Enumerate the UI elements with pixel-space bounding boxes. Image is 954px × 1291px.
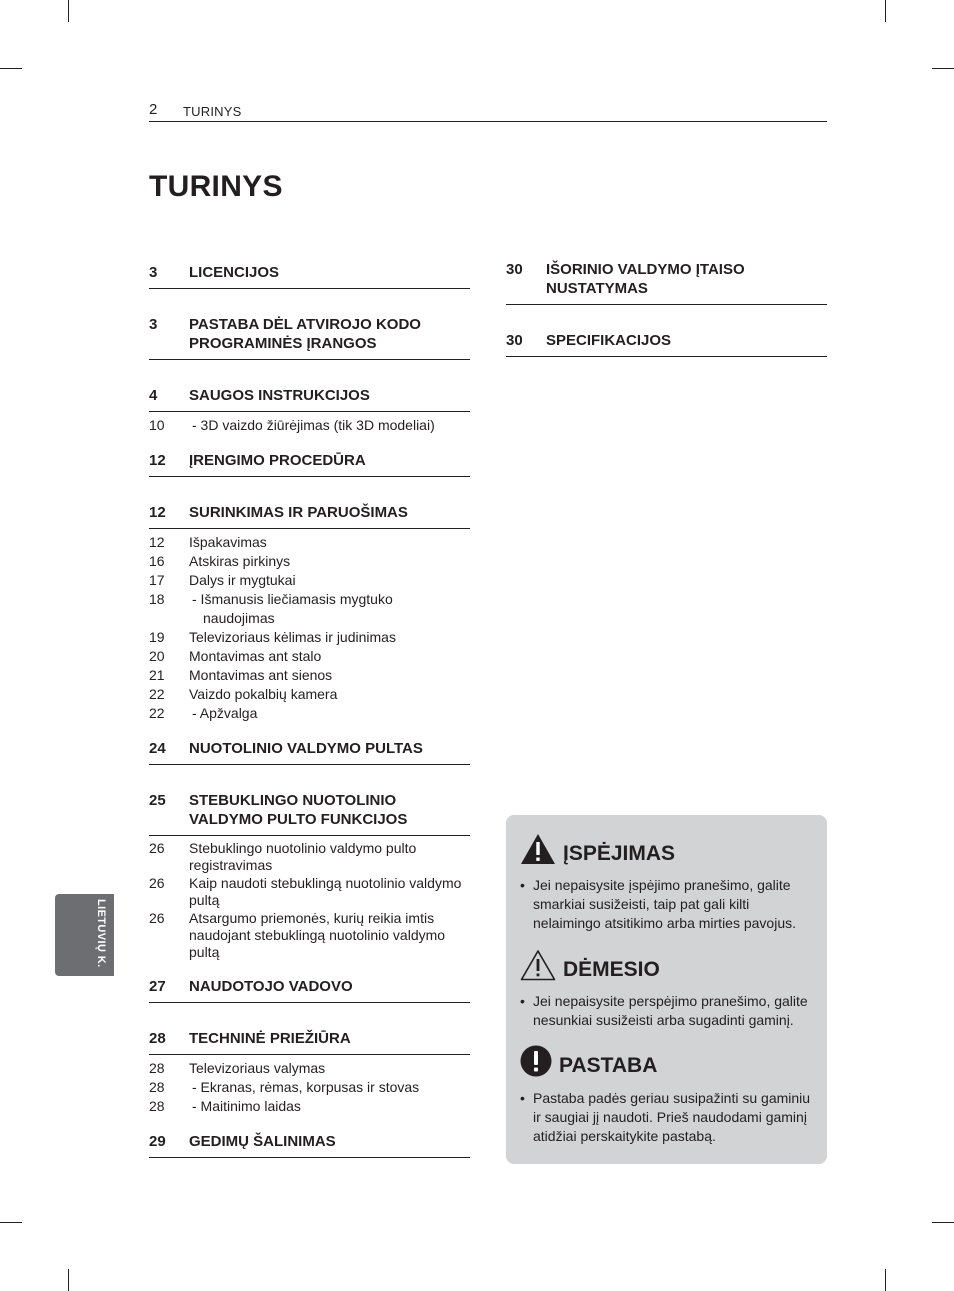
toc-section	[149, 386, 470, 412]
toc-subsection	[149, 647, 470, 666]
toc-subsection-list	[149, 1059, 470, 1116]
toc-subsection-text: Dalys ir mygtukai	[189, 572, 296, 588]
warning-header	[520, 833, 675, 865]
toc-section	[506, 331, 827, 357]
warning-triangle-icon	[520, 833, 556, 865]
toc-subsection	[149, 704, 470, 723]
toc-section	[506, 260, 827, 305]
toc-subsection-text: Atsargumo priemonės, kurių reikia imtis naudojant stebuklingą nuotolinio valdymo pultą	[189, 910, 446, 960]
bullet: •	[520, 877, 525, 893]
toc-section-page: 3	[149, 264, 158, 281]
toc-subsection-page: 26	[149, 910, 165, 926]
toc-section	[149, 977, 470, 1003]
toc-subsection-list	[149, 416, 470, 435]
toc-subsection-page: 28	[149, 1060, 165, 1076]
toc-subsection-text: - 3D vaizdo žiūrėjimas (tik 3D modeliai)	[192, 417, 435, 433]
toc-subsection-list	[149, 840, 470, 961]
toc-section-title: PASTABA DĖL ATVIROJO KODO PROGRAMINĖS ĮRANGOS	[189, 316, 421, 352]
toc-subsection	[149, 685, 470, 704]
toc-section-title: NUOTOLINIO VALDYMO PULTAS	[189, 740, 423, 757]
toc-section	[149, 739, 470, 765]
caution-header	[520, 949, 660, 981]
caution-text: Jei nepaisysite perspėjimo pranešimo, galite nesunkiai susižeisti arba sugadinti gaminį.	[533, 993, 808, 1028]
toc-subsection-text-wrap	[189, 685, 470, 704]
toc-subsection-page: 17	[149, 572, 165, 588]
toc-subsection-text: Televizoriaus valymas	[189, 1060, 326, 1076]
toc-section-page: 12	[149, 504, 166, 521]
toc-section-title: STEBUKLINGO NUOTOLINIO VALDYMO PULTO FUNKCIJOS	[189, 792, 408, 828]
bullet: •	[520, 1090, 525, 1106]
toc-subsection-text: Išpakavimas	[189, 534, 267, 550]
toc-subsection	[149, 840, 470, 874]
note-title: PASTABA	[559, 1054, 658, 1077]
toc-section-page: 3	[149, 316, 158, 333]
toc-section	[149, 315, 470, 360]
crop-mark	[932, 68, 954, 69]
crop-mark	[68, 1269, 69, 1291]
toc-section-page: 29	[149, 1133, 166, 1150]
header-section: TURINYS	[183, 104, 242, 119]
crop-mark	[0, 68, 22, 69]
toc-section	[149, 503, 470, 529]
toc-subsection-text: Televizoriaus kėlimas ir judinimas	[189, 629, 396, 645]
toc-subsection-text-wrap	[189, 533, 470, 552]
toc-section-page: 27	[149, 978, 166, 995]
toc-subsection	[149, 628, 470, 647]
toc-subsection-text-wrap	[189, 647, 470, 666]
toc-subsection	[149, 533, 470, 552]
toc-subsection	[149, 666, 470, 685]
crop-mark	[885, 0, 886, 22]
toc-subsection-page: 26	[149, 875, 165, 891]
toc-subsection-page: 16	[149, 553, 165, 569]
toc-subsection-text: Montavimas ant sienos	[189, 667, 333, 683]
crop-mark	[68, 0, 69, 22]
warning-text: Jei nepaisysite įspėjimo pranešimo, galite smarkiai susižeisti, taip pat gali kilti nelaimingo atsitikimo arba mirties pavojus.	[533, 877, 796, 931]
toc-section-title: LICENCIJOS	[189, 264, 280, 281]
toc-subsection	[149, 875, 470, 909]
toc-subsection-page: 19	[149, 629, 165, 645]
toc-section-page: 12	[149, 452, 166, 469]
toc-subsection-page: 22	[149, 705, 165, 721]
toc-subsection-text-wrap	[189, 1059, 470, 1078]
caution-item	[520, 992, 820, 1030]
toc-subsection-text: Kaip naudoti stebuklingą nuotolinio valdymo pultą	[189, 875, 462, 908]
page-number: 2	[149, 101, 158, 118]
toc-section-title: SPECIFIKACIJOS	[546, 332, 672, 349]
toc-section	[149, 451, 470, 477]
toc-subsection-text: - Ekranas, rėmas, korpusas ir stovas	[192, 1079, 420, 1095]
toc-subsection-text: Stebuklingo nuotolinio valdymo pulto registravimas	[189, 840, 417, 873]
toc-subsection-text: - Maitinimo laidas	[192, 1098, 301, 1114]
toc-left-column	[149, 263, 470, 1184]
toc-section-page: 4	[149, 387, 158, 404]
warning-title: ĮSPĖJIMAS	[563, 842, 676, 865]
toc-section	[149, 1029, 470, 1055]
toc-section	[149, 263, 470, 289]
toc-subsection	[149, 590, 470, 628]
toc-subsection-text-wrap	[189, 875, 470, 909]
toc-subsection-page: 28	[149, 1098, 165, 1114]
bullet: •	[520, 993, 525, 1009]
toc-section-page: 28	[149, 1030, 166, 1047]
toc-subsection-text-wrap	[189, 666, 470, 685]
toc-section	[149, 791, 470, 836]
toc-subsection-text-wrap	[189, 590, 470, 628]
toc-subsection-text-wrap	[189, 1078, 470, 1097]
crop-mark	[932, 1222, 954, 1223]
toc-section-title: ĮRENGIMO PROCEDŪRA	[189, 452, 366, 469]
page-title: TURINYS	[149, 170, 283, 203]
toc-subsection-text-wrap	[189, 704, 470, 723]
toc-subsection-text: - Išmanusis liečiamasis mygtuko	[192, 591, 393, 607]
crop-mark	[0, 1222, 22, 1223]
toc-subsection-text-wrap	[189, 910, 470, 961]
caution-triangle-icon	[520, 949, 556, 981]
toc-section	[149, 1132, 470, 1158]
toc-section-page: 30	[506, 332, 523, 349]
note-header	[520, 1045, 657, 1077]
warning-item	[520, 876, 820, 933]
toc-subsection-text-wrap	[189, 628, 470, 647]
toc-section-page: 25	[149, 792, 166, 809]
toc-subsection	[149, 1059, 470, 1078]
notice-box	[506, 815, 827, 1164]
toc-subsection-text-wrap	[189, 571, 470, 590]
toc-subsection-text: Montavimas ant stalo	[189, 648, 322, 664]
toc-section-page: 24	[149, 740, 166, 757]
toc-subsection-page: 21	[149, 667, 165, 683]
toc-subsection	[149, 416, 470, 435]
toc-section-title: TECHNINĖ PRIEŽIŪRA	[189, 1030, 351, 1047]
toc-subsection	[149, 910, 470, 961]
toc-section-title: IŠORINIO VALDYMO ĮTAISO NUSTATYMAS	[546, 261, 745, 297]
crop-mark	[885, 1269, 886, 1291]
toc-subsection-page: 20	[149, 648, 165, 664]
toc-subsection-text-wrap	[189, 552, 470, 571]
toc-subsection-page: 12	[149, 534, 165, 550]
note-text: Pastaba padės geriau susipažinti su gaminiu ir saugiai jį naudoti. Prieš naudodami gaminį atidžiai perskaitykite pastabą.	[533, 1090, 811, 1144]
toc-section-title: GEDIMŲ ŠALINIMAS	[189, 1133, 336, 1150]
note-item	[520, 1089, 820, 1146]
toc-section-page: 30	[506, 261, 523, 278]
toc-subsection-text-wrap	[189, 840, 470, 874]
toc-subsection-text: - Apžvalga	[192, 705, 258, 721]
toc-subsection-text-cont: naudojimas	[203, 610, 275, 626]
toc-subsection-page: 28	[149, 1079, 165, 1095]
language-tab-label: LIETUVIŲ K.	[95, 899, 107, 968]
toc-subsection-text: Vaizdo pokalbių kamera	[189, 686, 338, 702]
toc-subsection-page: 18	[149, 591, 165, 607]
toc-right-column	[506, 260, 827, 383]
toc-subsection-page: 10	[149, 417, 165, 433]
note-exclamation-icon	[520, 1045, 552, 1077]
toc-section-title: NAUDOTOJO VADOVO	[189, 978, 353, 995]
toc-subsection-page: 26	[149, 840, 165, 856]
header-rule	[149, 121, 827, 122]
toc-subsection-list	[149, 533, 470, 723]
caution-title: DĖMESIO	[563, 958, 660, 981]
toc-subsection	[149, 1078, 470, 1097]
toc-subsection-page: 22	[149, 686, 165, 702]
toc-subsection-text-wrap	[189, 416, 470, 435]
toc-subsection	[149, 552, 470, 571]
toc-subsection	[149, 1097, 470, 1116]
toc-section-title: SURINKIMAS IR PARUOŠIMAS	[189, 504, 408, 521]
toc-subsection-text-wrap	[189, 1097, 470, 1116]
toc-section-title: SAUGOS INSTRUKCIJOS	[189, 387, 370, 404]
toc-subsection	[149, 571, 470, 590]
toc-subsection-text: Atskiras pirkinys	[189, 553, 291, 569]
